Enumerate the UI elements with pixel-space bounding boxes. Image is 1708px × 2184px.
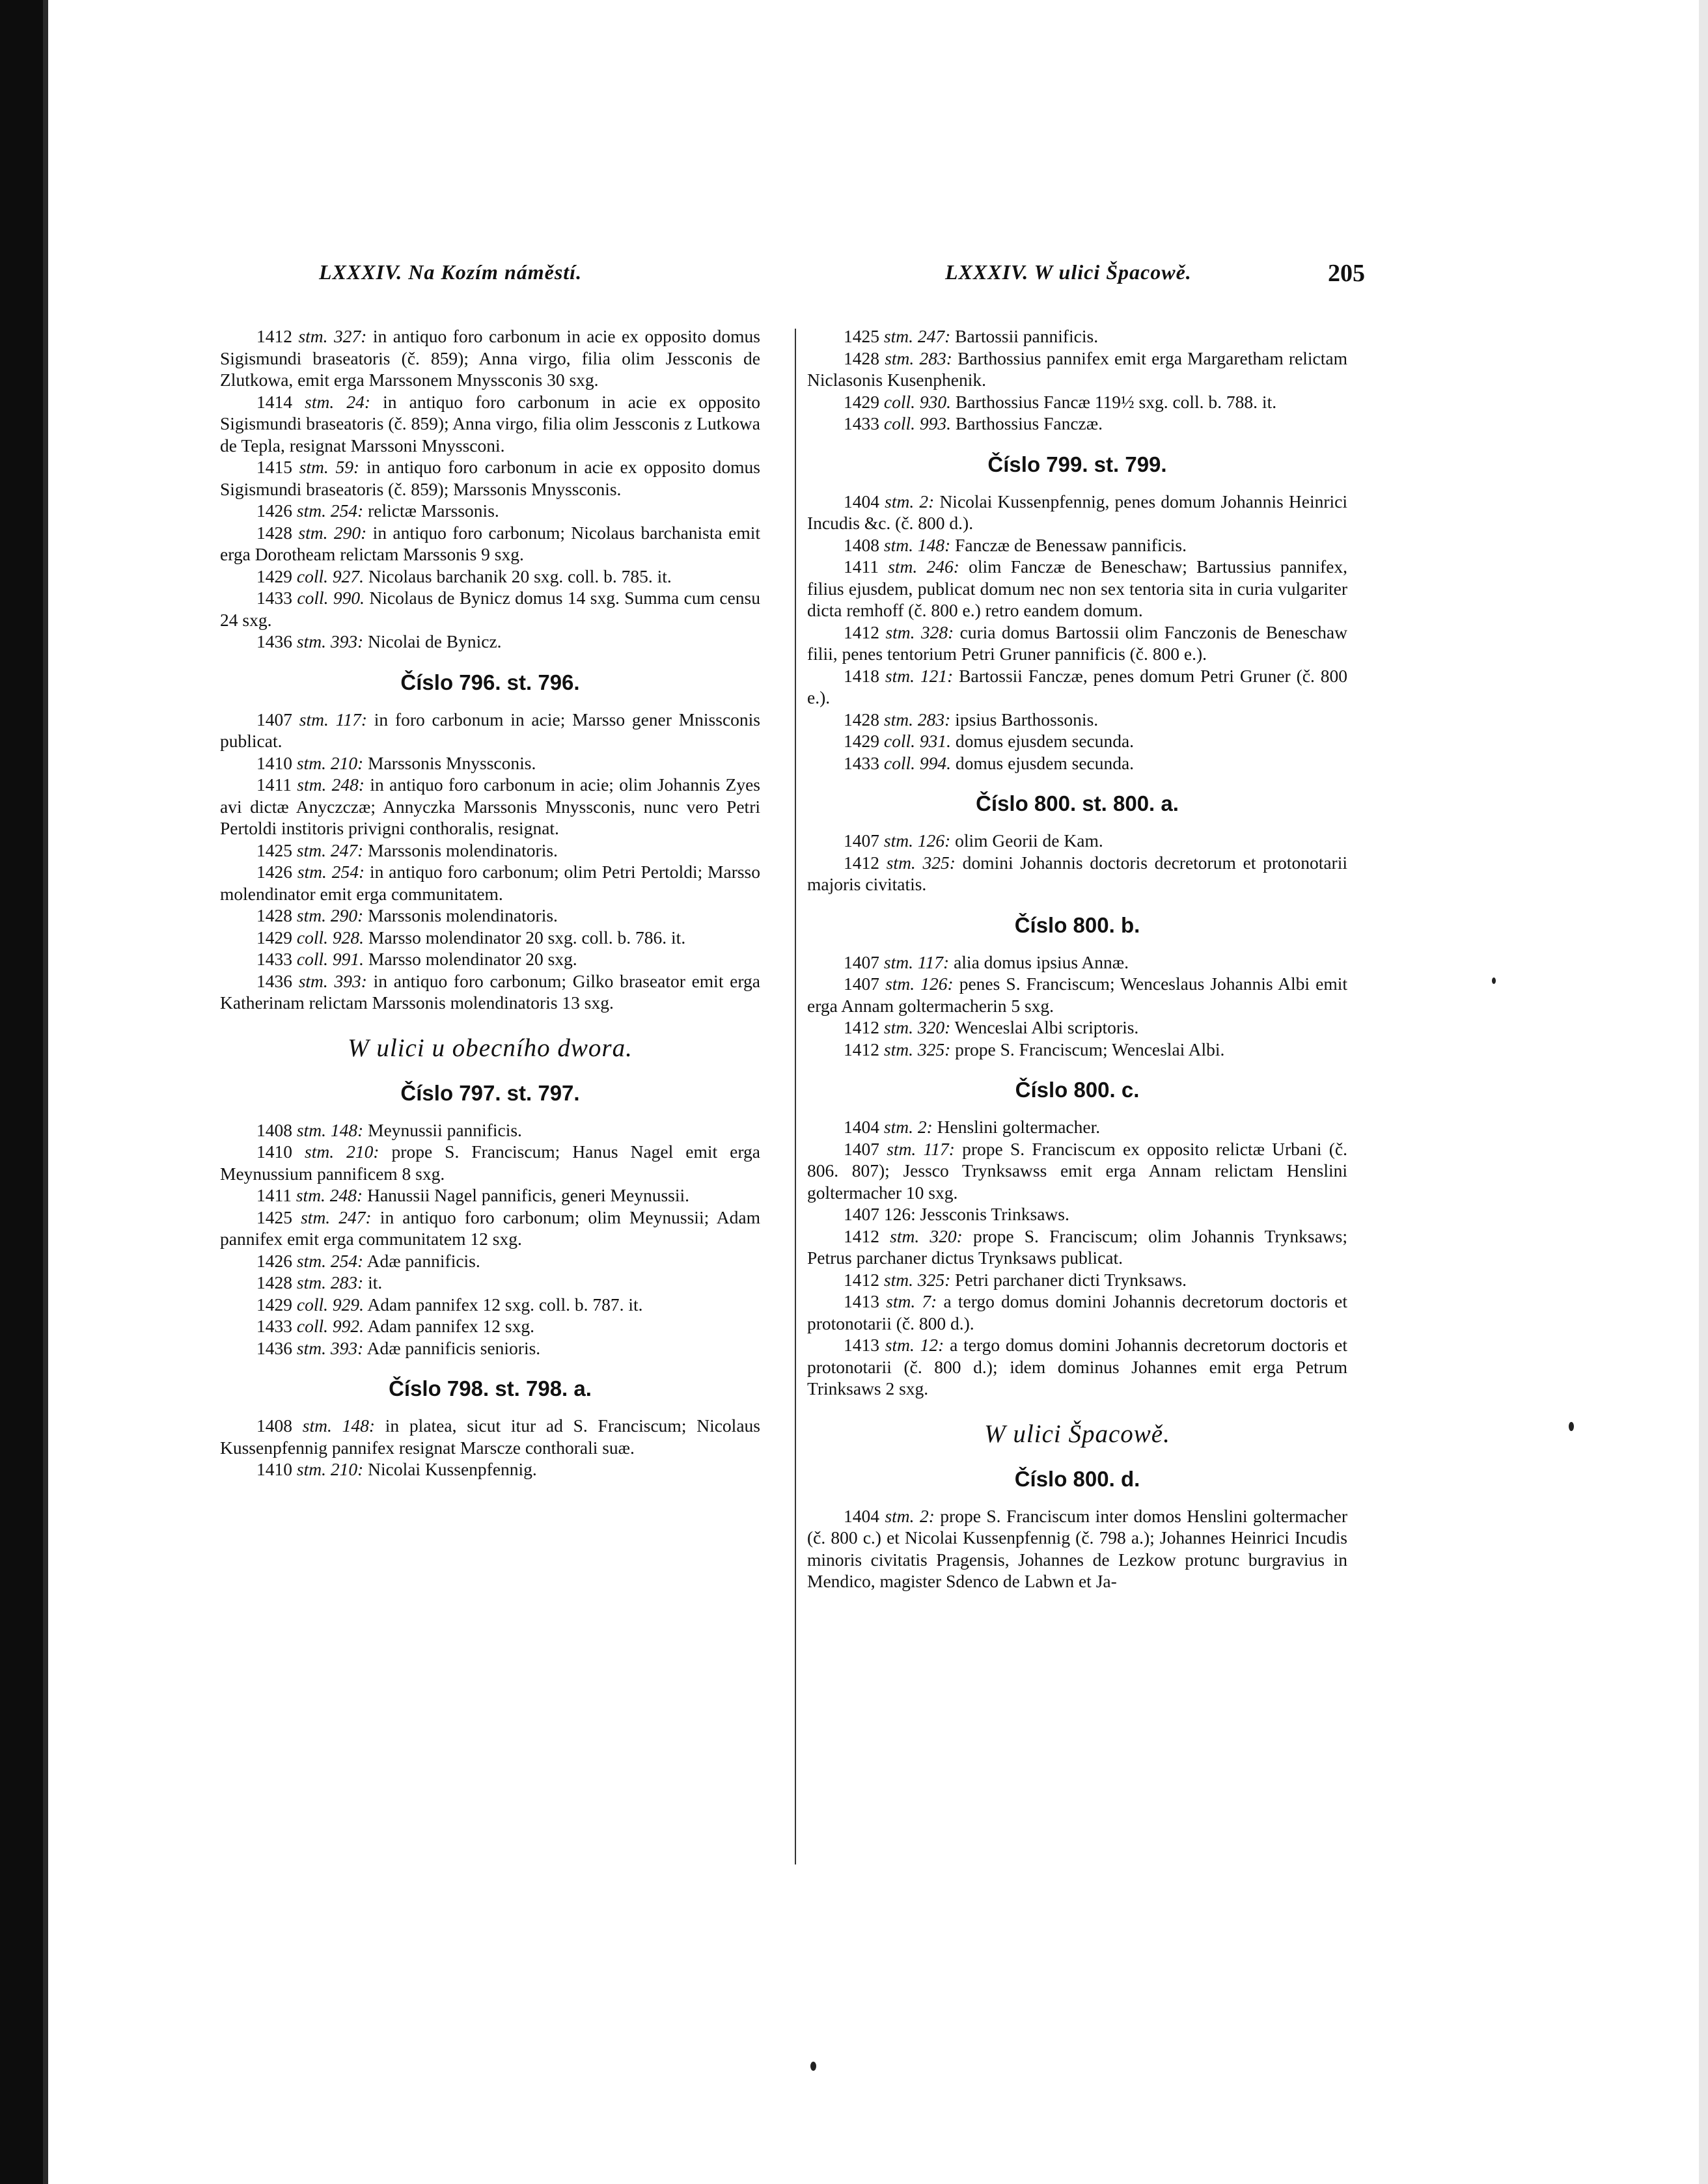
source-reference: stm. 393:: [296, 631, 364, 651]
source-reference: coll. 930.: [883, 391, 951, 412]
record-entry: 1412 stm. 325: Petri parchaner dicti Trynksaws.: [844, 1269, 1187, 1290]
source-reference: coll. 927.: [296, 566, 364, 586]
record-entry: 1413 stm. 7: a tergo domus domini Johannis decretorum doctoris et protonotarii (č. 800 d.).: [807, 1291, 1347, 1333]
house-number-heading: Číslo 800. b.: [1014, 912, 1140, 937]
source-reference: coll. 990.: [297, 588, 365, 608]
house-number-heading: Číslo 797. st. 797.: [400, 1080, 580, 1105]
record-entry: 1433 coll. 991. Marsso molendinator 20 sxg.: [256, 949, 577, 969]
source-reference: stm. 325:: [883, 1269, 951, 1290]
record-entry: 1404 stm. 2: Nicolai Kussenpfennig, penes domum Johannis Heinrici Incudis &c. (č. 800 d.).: [807, 491, 1347, 533]
source-reference: stm. 148:: [296, 1119, 364, 1140]
record-entry: 1433 coll. 993. Barthossius Fanczæ.: [844, 413, 1103, 433]
record-entry: 1412 stm. 325: domini Johannis doctoris decretorum et protonotarii majoris civitatis.: [807, 852, 1347, 894]
source-reference: coll. 992.: [296, 1316, 364, 1336]
source-reference: stm. 117:: [887, 1138, 955, 1159]
source-reference: coll. 928.: [296, 927, 364, 948]
record-entry: 1411 stm. 246: olim Fanczæ de Beneschaw; Bartussius pannifex, filius ejusdem, publicat domum nec non sex tentoria sita in curia vulgariter dicta remhoff (č. 800 e.) retro eandem domum.: [807, 556, 1347, 620]
record-entry: 1425 stm. 247: in antiquo foro carbonum; olim Meynussii; Adam pannifex emit erga communitatem 12 sxg.: [220, 1207, 761, 1249]
record-entry: 1425 stm. 247: Marssonis molendinatoris.: [256, 839, 558, 860]
record-entry: 1412 stm. 327: in antiquo foro carbonum in acie ex opposito domus Sigismundi braseatoris (č. 859); Anna virgo, filia olim Jessconis de Zlutkowa, emit erga Marssonem Mnyssconis 30 sxg.: [220, 326, 760, 390]
source-reference: stm. 325:: [886, 852, 956, 873]
record-entry: 1408 stm. 148: Meynussii pannificis.: [256, 1119, 522, 1140]
record-entry: 1428 stm. 290: in antiquo foro carbonum; Nicolaus barchanista emit erga Dorotheam relictam Marssonis 9 sxg.: [220, 522, 760, 564]
running-head-left: LXXXIV. Na Kozím náměstí.: [319, 260, 583, 284]
source-reference: stm. 246:: [888, 556, 959, 577]
source-reference: stm. 247:: [296, 839, 364, 860]
source-reference: stm. 148:: [302, 1415, 376, 1436]
record-entry: 1410 stm. 210: Nicolai Kussenpfennig.: [256, 1459, 537, 1479]
record-entry: 1411 stm. 248: in antiquo foro carbonum in acie; olim Johannis Zyes avi dictæ Anyczczæ; Annyczka Marssonis Mnyssconis, nunc vero Petri Pertoldi institoris privigni conthoralis, resignat.: [220, 774, 760, 838]
source-reference: stm. 290:: [296, 905, 364, 925]
house-number-heading: Číslo 800. d.: [1014, 1466, 1140, 1491]
source-reference: stm. 283:: [883, 709, 951, 730]
scan-speck: [810, 2062, 816, 2071]
scan-right-edge: [1699, 0, 1708, 2184]
source-reference: stm. 254:: [296, 500, 364, 521]
record-entry: 1412 stm. 325: prope S. Franciscum; Wenceslai Albi.: [844, 1039, 1225, 1059]
record-entry: 1410 stm. 210: Marssonis Mnyssconis.: [256, 752, 536, 773]
source-reference: stm. 117:: [883, 951, 950, 972]
source-reference: stm. 320:: [890, 1225, 963, 1246]
record-entry: 1412 stm. 320: prope S. Franciscum; olim Johannis Trynksaws; Petrus parchaner dictus Trynksaws publicat.: [807, 1225, 1347, 1268]
record-entry: 1413 stm. 12: a tergo domus domini Johannis decretorum doctoris et protonotarii (č. 800 d.); idem dominus Johannes emit erga Petrum Trinksaws 2 sxg.: [807, 1335, 1347, 1399]
source-reference: stm. 117:: [299, 709, 367, 730]
record-entry: 1426 stm. 254: Adæ pannificis.: [256, 1250, 480, 1271]
record-entry: 1404 stm. 2: prope S. Franciscum inter domos Henslini goltermacher (č. 800 c.) et Nicolai Kussenpfennig (č. 798 a.); Johannes Heinrici Incudis minoris civitatis Pragensis, Johannes de Lezkow protunc burgravius in Mendico, magister Sdenco de Labwn et Ja-: [807, 1505, 1347, 1591]
record-entry: 1433 coll. 992. Adam pannifex 12 sxg.: [256, 1316, 534, 1336]
source-reference: stm. 126:: [885, 974, 954, 994]
source-reference: stm. 2:: [885, 1505, 935, 1526]
record-entry: 1415 stm. 59: in antiquo foro carbonum in acie ex opposito domus Sigismundi braseatoris (č. 859); Marssonis Mnyssconis.: [220, 457, 760, 499]
source-reference: coll. 994.: [883, 752, 951, 773]
record-entry: 1410 stm. 210: prope S. Franciscum; Hanus Nagel emit erga Meynussium pannificem 8 sxg.: [220, 1141, 760, 1184]
record-entry: 1429 coll. 930. Barthossius Fancæ 119½ sxg. coll. b. 788. it.: [844, 391, 1277, 412]
record-entry: 1408 stm. 148: in platea, sicut itur ad S. Franciscum; Nicolaus Kussenpfennig pannifex resignat Marscze conthorali suæ.: [220, 1415, 760, 1458]
source-reference: stm. 283:: [885, 348, 952, 368]
record-entry: 1433 coll. 990. Nicolaus de Bynicz domus 14 sxg. Summa cum censu 24 sxg.: [220, 588, 760, 630]
column-divider: [795, 329, 796, 1864]
scan-speck: [1492, 977, 1496, 984]
house-number-heading: Číslo 799. st. 799.: [987, 452, 1167, 476]
record-entry: 1407 stm. 126: penes S. Franciscum; Wenceslaus Johannis Albi emit erga Annam goltermacherin 5 sxg.: [807, 974, 1347, 1016]
source-reference: stm. 254:: [297, 862, 365, 882]
scan-speck: [1569, 1422, 1574, 1431]
source-reference: stm. 328:: [885, 621, 954, 642]
source-reference: coll. 993.: [883, 413, 951, 433]
record-entry: 1436 stm. 393: in antiquo foro carbonum; Gilko braseator emit erga Katherinam relictam Marssonis molendinatoris 13 sxg.: [220, 970, 760, 1013]
source-reference: stm. 283:: [296, 1272, 364, 1292]
record-entry: 1428 stm. 283: it.: [256, 1272, 383, 1292]
record-entry: 1429 coll. 928. Marsso molendinator 20 sxg. coll. b. 786. it.: [256, 927, 686, 948]
source-reference: stm. 121:: [885, 665, 954, 686]
record-entry: 1425 stm. 247: Bartossii pannificis.: [844, 326, 1099, 346]
record-entry: 1407 stm. 126: olim Georii de Kam.: [844, 830, 1103, 851]
right-column: [807, 325, 1347, 1592]
record-entry: 1407 stm. 117: prope S. Franciscum ex opposito relictæ Urbani (č. 806. 807); Jessco Trynksawss emit erga Annam relictam Henslini goltermacher 10 sxg.: [807, 1138, 1347, 1203]
source-reference: stm. 210:: [296, 1459, 364, 1479]
source-reference: stm. 12:: [885, 1335, 944, 1355]
source-reference: stm. 320:: [883, 1017, 951, 1037]
source-reference: stm. 7:: [886, 1291, 937, 1311]
record-entry: 1428 stm. 283: ipsius Barthossonis.: [844, 709, 1099, 730]
record-entry: 1428 stm. 283: Barthossius pannifex emit erga Margaretham relictam Niclasonis Kusenphenik.: [807, 348, 1348, 390]
scan-left-edge: [0, 0, 43, 2184]
source-reference: stm. 254:: [296, 1250, 364, 1271]
source-reference: coll. 991.: [296, 949, 364, 969]
record-entry: 1429 coll. 931. domus ejusdem secunda.: [844, 731, 1135, 751]
record-entry: 1408 stm. 148: Fanczæ de Benessaw pannificis.: [844, 534, 1187, 555]
source-reference: stm. 210:: [305, 1141, 379, 1162]
house-number-heading: Číslo 798. st. 798. a.: [389, 1376, 592, 1400]
record-entry: 1404 stm. 2: Henslini goltermacher.: [844, 1117, 1101, 1137]
source-reference: stm. 59:: [299, 457, 360, 477]
record-entry: 1429 coll. 929. Adam pannifex 12 sxg. coll. b. 787. it.: [256, 1294, 643, 1315]
source-reference: stm. 126:: [883, 830, 951, 851]
house-number-heading: Číslo 796. st. 796.: [400, 670, 580, 694]
source-reference: stm. 393:: [296, 1337, 364, 1358]
record-entry: 1433 coll. 994. domus ejusdem secunda.: [844, 752, 1135, 773]
source-reference: stm. 327:: [298, 326, 367, 346]
running-head-right: LXXXIV. W ulici Špacowě.: [945, 260, 1192, 284]
source-reference: stm. 247:: [883, 326, 951, 346]
record-entry: 1407 126: Jessconis Trinksaws.: [844, 1204, 1069, 1224]
record-entry: 1414 stm. 24: in antiquo foro carbonum in acie ex opposito Sigismundi braseatoris (č. 859); Anna virgo, filia olim Jessconis z Lutkowa de Tepla, resignat Marssoni Mnyssconi.: [220, 391, 760, 456]
source-reference: stm. 210:: [296, 752, 364, 773]
page-number: 205: [1328, 260, 1365, 287]
record-entry: 1428 stm. 290: Marssonis molendinatoris.: [256, 905, 558, 925]
source-reference: stm. 290:: [298, 522, 367, 543]
record-entry: 1412 stm. 320: Wenceslai Albi scriptoris.: [844, 1017, 1139, 1037]
source-reference: stm. 393:: [298, 970, 367, 991]
record-entry: 1429 coll. 927. Nicolaus barchanik 20 sxg. coll. b. 785. it.: [256, 566, 672, 586]
record-entry: 1407 stm. 117: alia domus ipsius Annæ.: [844, 951, 1129, 972]
street-heading: W ulici Špacowě.: [984, 1419, 1170, 1448]
record-entry: 1426 stm. 254: relictæ Marssonis.: [256, 500, 499, 521]
record-entry: 1418 stm. 121: Bartossii Fanczæ, penes domum Petri Gruner (č. 800 e.).: [807, 665, 1347, 707]
source-reference: stm. 248:: [296, 1185, 363, 1205]
source-reference: stm. 2:: [883, 1117, 933, 1137]
house-number-heading: Číslo 800. st. 800. a.: [976, 791, 1179, 815]
source-reference: coll. 931.: [883, 731, 951, 751]
scan-left-edge-shadow: [43, 0, 48, 2184]
source-reference: stm. 2:: [885, 491, 935, 512]
street-heading: W ulici u obecního dwora.: [348, 1033, 633, 1062]
record-entry: 1436 stm. 393: Nicolai de Bynicz.: [256, 631, 502, 651]
source-reference: stm. 248:: [297, 774, 365, 795]
record-entry: 1412 stm. 328: curia domus Bartossii olim Fanczonis de Beneschaw filii, penes tentorium Petri Gruner pannificis (č. 800 e.).: [807, 621, 1347, 664]
record-entry: 1426 stm. 254: in antiquo foro carbonum; olim Petri Pertoldi; Marsso molendinator emit erga communitatem.: [220, 862, 761, 904]
record-entry: 1411 stm. 248: Hanussii Nagel pannificis, generi Meynussii.: [256, 1185, 690, 1205]
record-entry: 1436 stm. 393: Adæ pannificis senioris.: [256, 1337, 541, 1358]
left-column: [220, 325, 760, 1481]
source-reference: stm. 247:: [301, 1207, 372, 1227]
source-reference: stm. 325:: [883, 1039, 951, 1059]
source-reference: stm. 148:: [883, 534, 951, 555]
house-number-heading: Číslo 800. c.: [1015, 1078, 1140, 1102]
record-entry: 1407 stm. 117: in foro carbonum in acie; Marsso gener Mnissconis publicat.: [220, 709, 760, 751]
source-reference: coll. 929.: [296, 1294, 364, 1315]
source-reference: stm. 24:: [305, 391, 370, 412]
